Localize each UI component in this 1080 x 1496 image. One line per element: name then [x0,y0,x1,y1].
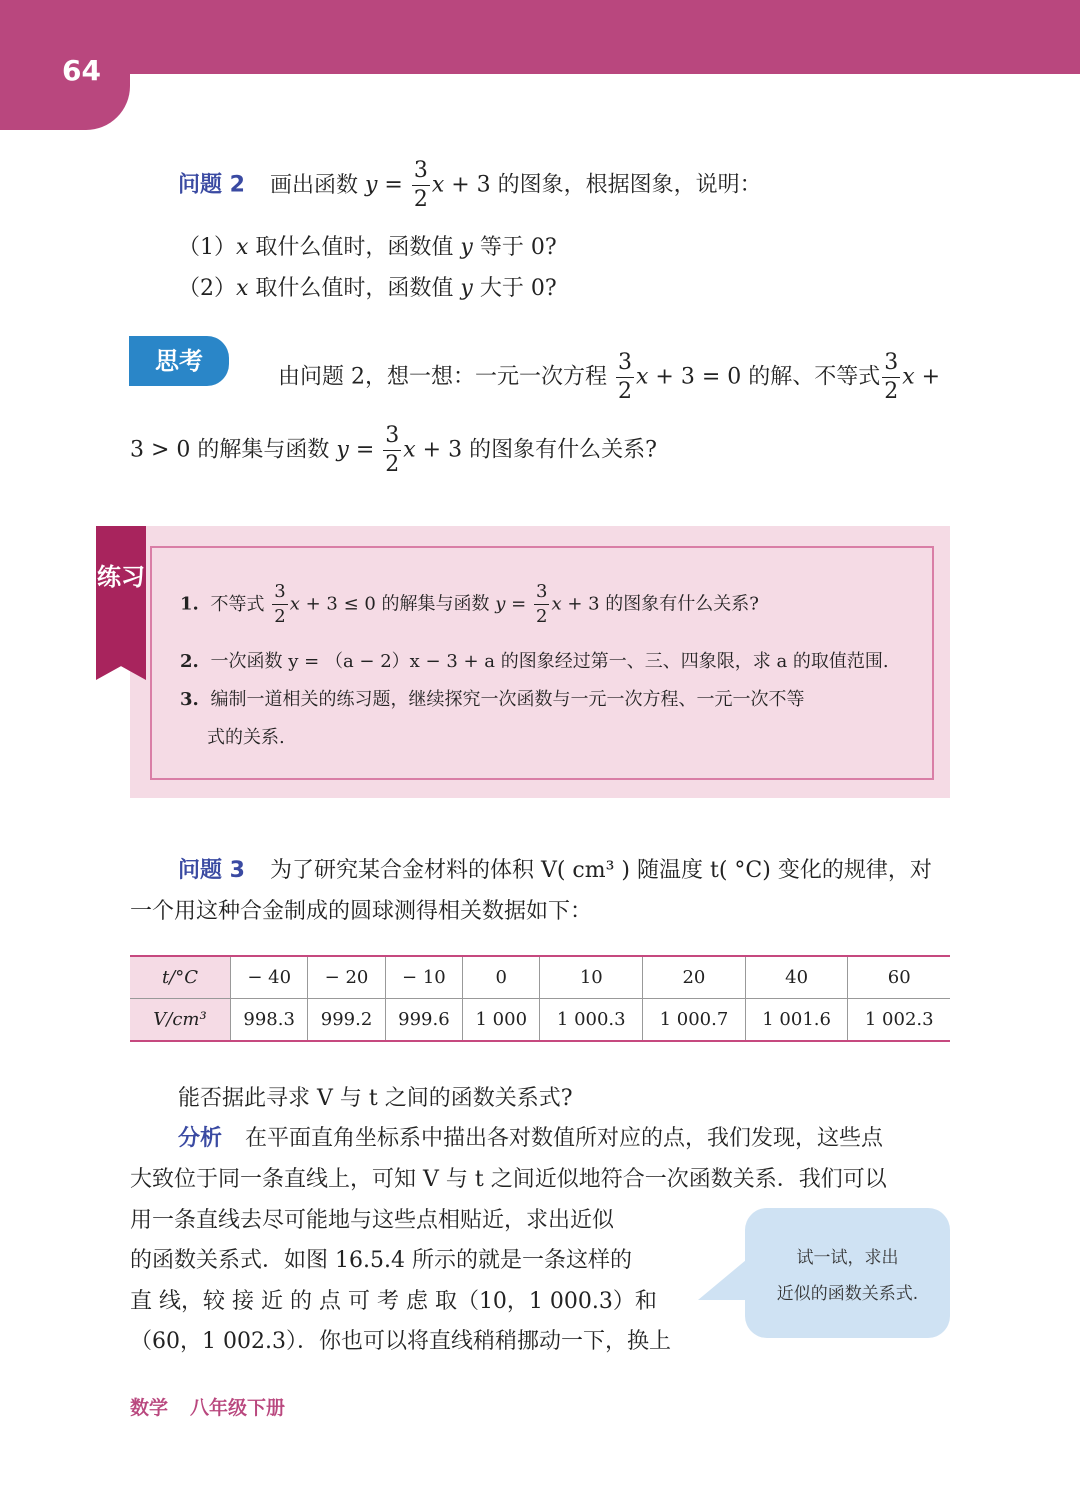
fraction: $\frac{3}{2}$ [385,423,400,477]
table-cell: − 40 [231,957,308,999]
table-cell: 998.3 [231,999,308,1041]
table-cell: 10 [540,957,643,999]
practice-item-2: 2. 一次函数 y = （a − 2）x − 3 + a 的图象经过第一、三、四象限，求 a 的取值范围. [180,651,889,672]
analysis-line1: 分析 在平面直角坐标系中描出各对数值所对应的点，我们发现，这些点 [178,1126,884,1151]
problem3-label: 问题 3 [178,858,245,883]
table-row-t [130,957,950,999]
analysis-line4: 的函数关系式．如图 16.5.4 所示的就是一条这样的 [130,1248,632,1273]
table-header-v: V/cm³ [130,999,231,1041]
analysis-line3: 用一条直线去尽可能地与这些点相贴近，求出近似 [130,1208,615,1233]
table-cell: 1 001.6 [745,999,848,1041]
think-line1: 由问题 2，想一想：一元一次方程 $\frac{3}{2}$ x + 3 = 0 的解、不等式 $\frac{3}{2}$ x + [278,350,941,404]
question-text: 能否据此寻求 V 与 t 之间的函数关系式? [178,1086,573,1111]
problem2-label: 问题 2 [178,172,245,198]
table-cell: 999.2 [308,999,385,1041]
problem2-line: 问题 2 画出函数 y = $\frac{3}{2}$ x + 3 的图象，根据图象，说明： [178,158,762,212]
fraction: $\frac{3}{2}$ [413,158,428,212]
table-header-t: t/°C [130,957,231,999]
fraction: $\frac{3}{2}$ [535,581,548,627]
practice-item-3: 3. 编制一道相关的练习题，继续探究一次函数与一元一次方程、一元一次不等 [180,689,805,710]
problem3-line2: 一个用这种合金制成的圆球测得相关数据如下： [130,899,593,924]
table-cell: 1 000 [463,999,540,1041]
problem2-q1: （1）x 取什么值时，函数值 y 等于 0? [178,235,557,260]
page-number: 64 [62,54,101,87]
table-bottom-rule [130,1040,950,1042]
table-cell: 40 [745,957,848,999]
table-cell: − 20 [308,957,385,999]
analysis-line2: 大致位于同一条直线上，可知 V 与 t 之间近似地符合一次函数关系．我们可以 [130,1167,887,1192]
hint-bubble-text: 试一试，求出 近似的函数关系式. [776,1248,919,1304]
analysis-line5: 直 线，较 接 近 的 点 可 考 虑 取（10，1 000.3）和 [130,1289,657,1314]
table-cell: 0 [463,957,540,999]
table-cell: 1 000.3 [540,999,643,1041]
table-cell: 20 [643,957,746,999]
think-line2: 3 > 0 的解集与函数 y = $\frac{3}{2}$ x + 3 的图象有什么关系? [130,423,657,477]
problem2-q2: （2）x 取什么值时，函数值 y 大于 0? [178,276,557,301]
fraction: $\frac{3}{2}$ [884,350,899,404]
table-cell: 60 [848,957,950,999]
practice-item-3-cont: 式的关系. [207,727,285,748]
table-cell: 1 000.7 [643,999,746,1041]
table-cell: − 10 [385,957,462,999]
practice-ribbon [96,526,146,680]
footer-book-title: 数学 八年级下册 [130,1397,286,1419]
think-badge: 思考 [129,336,229,386]
analysis-label: 分析 [178,1126,223,1151]
table-cell: 1 002.3 [848,999,950,1041]
practice-label: 练习 [97,563,145,591]
table-cell: 999.6 [385,999,462,1041]
fraction: $\frac{3}{2}$ [618,350,632,404]
fraction: $\frac{3}{2}$ [274,581,286,627]
analysis-line6: （60，1 002.3）．你也可以将直线稍稍挪动一下，换上 [130,1329,671,1354]
data-table [130,957,950,1040]
header-bar [0,0,1080,74]
problem3-line1: 问题 3 为了研究某合金材料的体积 V( cm³ ) 随温度 t( °C) 变化的规律，对 [178,858,932,883]
table-row-v [130,999,950,1041]
practice-item-1: 1. 不等式 $\frac{3}{2}$ x + 3 ≤ 0 的解集与函数 y = $\frac{3}{2}$ x + 3 的图象有什么关系? [180,581,759,627]
problem2-intro: 画出函数 [269,172,365,198]
